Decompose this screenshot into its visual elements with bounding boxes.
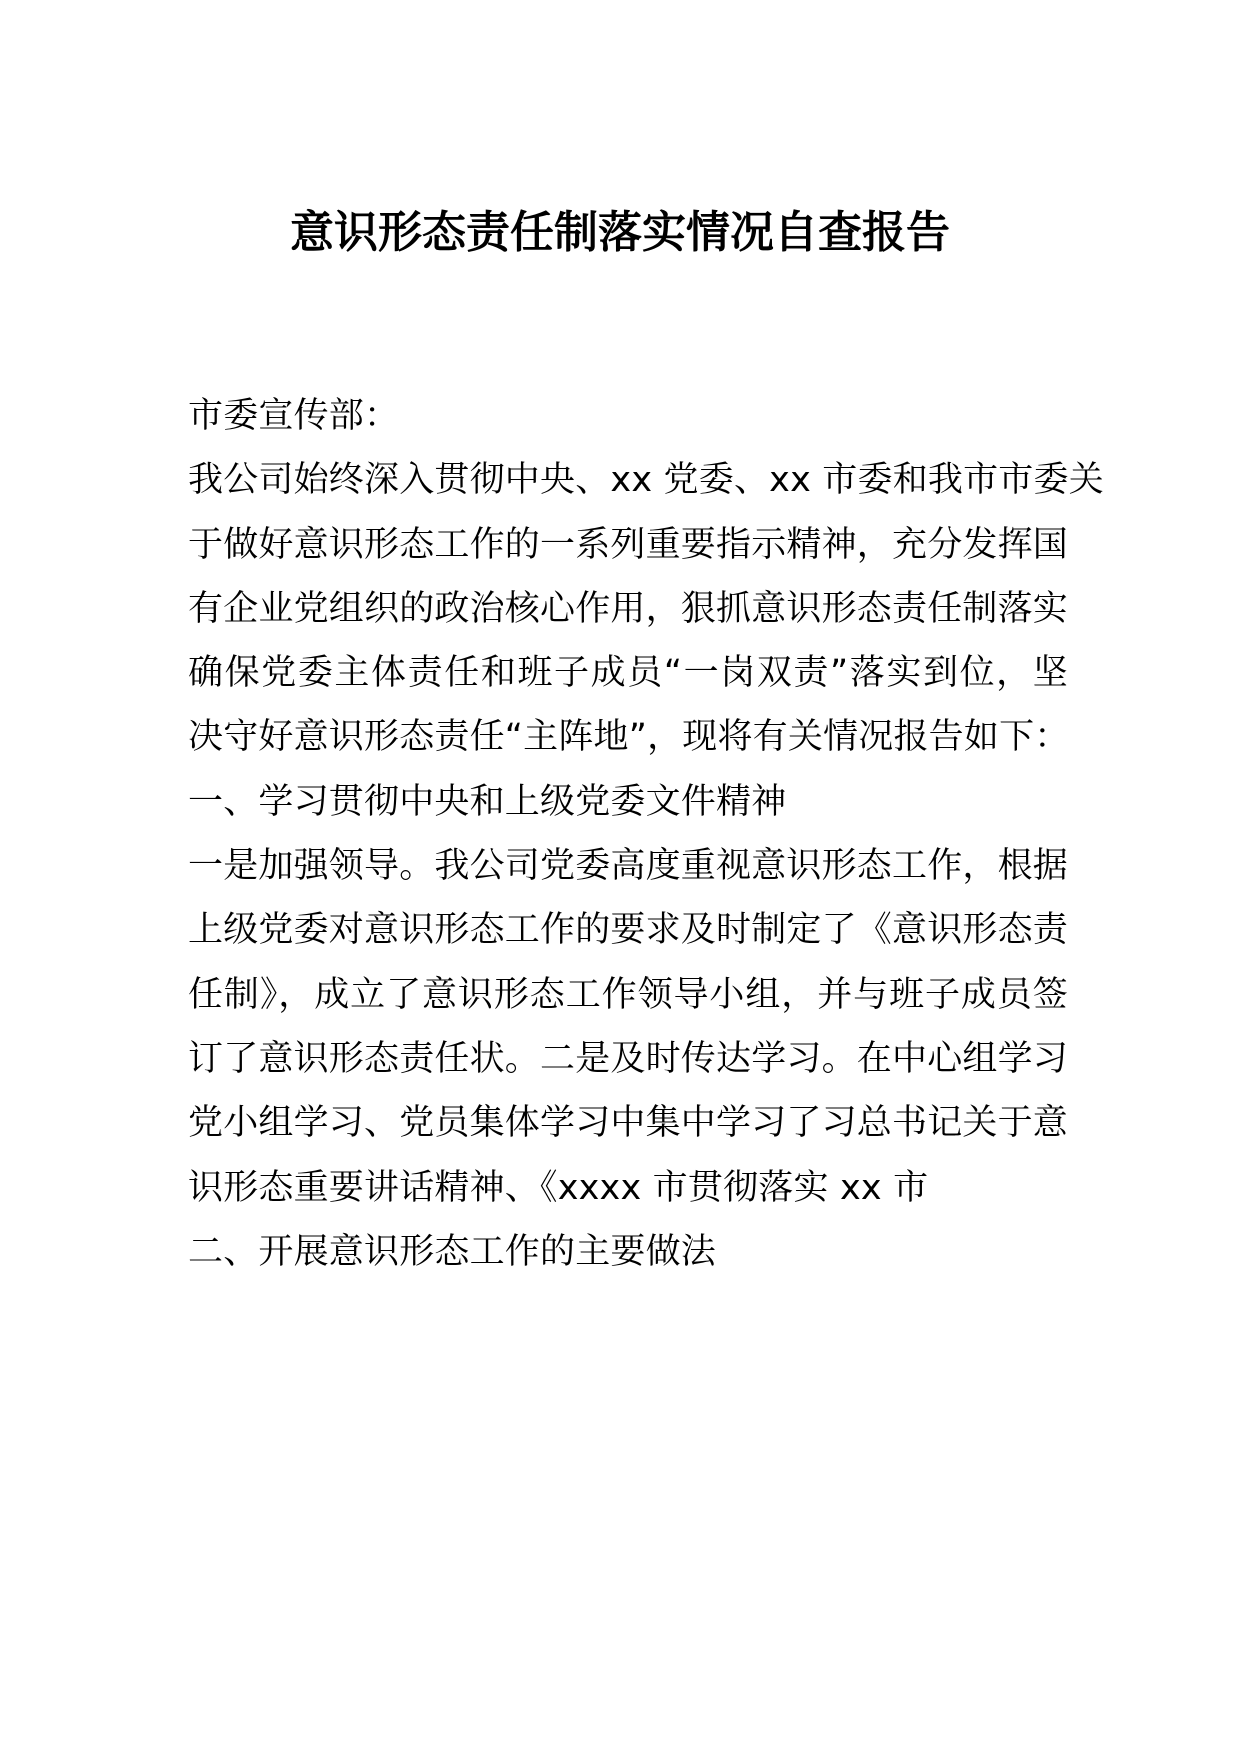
paragraph-line: 决守好意识形态责任“主阵地”，现将有关情况报告如下： bbox=[188, 717, 1070, 758]
document-title: 意识形态责任制落实情况自查报告 bbox=[290, 207, 950, 258]
paragraph-line: 一是加强领导。我公司党委高度重视意识形态工作，根据 bbox=[188, 846, 1069, 887]
paragraph-line: 我公司始终深入贯彻中央、xx 党委、xx 市委和我市市委关 bbox=[188, 460, 1104, 501]
paragraph-line: 于做好意识形态工作的一系列重要指示精神，充分发挥国 bbox=[188, 524, 1069, 565]
paragraph-line: 党小组学习、党员集体学习中集中学习了习总书记关于意 bbox=[188, 1103, 1069, 1144]
paragraph-line: 任制》，成立了意识形态工作领导小组，并与班子成员签 bbox=[188, 974, 1068, 1015]
paragraph-line: 订了意识形态责任状。二是及时传达学习。在中心组学习 bbox=[188, 1038, 1069, 1079]
document-body bbox=[188, 384, 1104, 1284]
paragraph-line: 有企业党组织的政治核心作用，狠抓意识形态责任制落实 bbox=[188, 588, 1069, 629]
paragraph-line: 确保党委主体责任和班子成员“一岗双责”落实到位，坚 bbox=[188, 653, 1068, 694]
section-heading: 一、学习贯彻中央和上级党委文件精神 bbox=[188, 781, 787, 822]
paragraph-line: 识形态重要讲话精神、《xxxx 市贯彻落实 xx 市 bbox=[188, 1167, 929, 1208]
paragraph-line: 上级党委对意识形态工作的要求及时制定了《意识形态责 bbox=[188, 910, 1069, 951]
salutation-line: 市委宣传部： bbox=[188, 396, 400, 436]
section-heading: 二、开展意识形态工作的主要做法 bbox=[188, 1231, 717, 1272]
